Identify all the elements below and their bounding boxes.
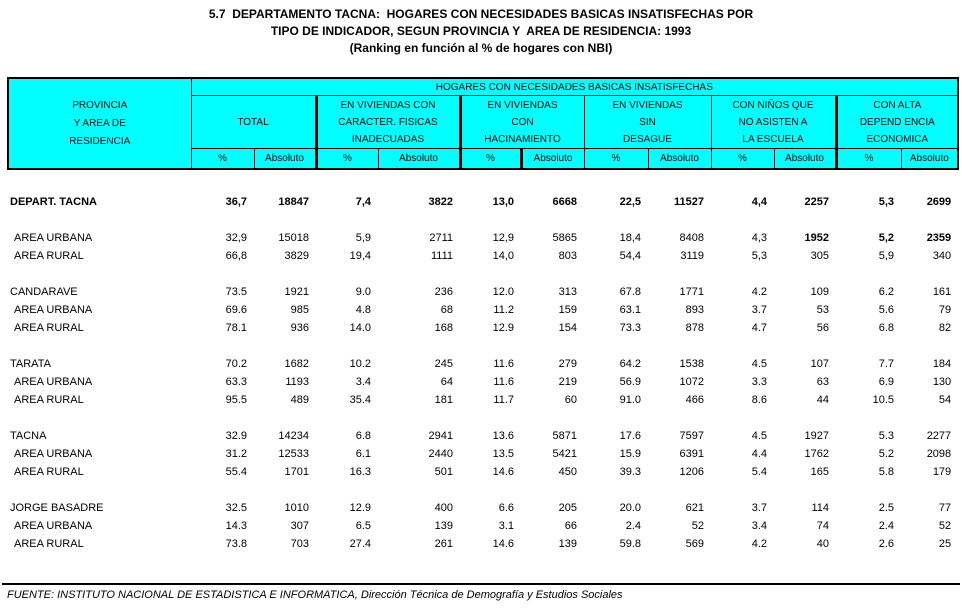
value-cell: 66,8 — [225, 250, 247, 262]
value-cell: 74 — [816, 520, 829, 532]
value-cell: 52 — [691, 520, 704, 532]
column-group-caracteristicas-fisicas — [316, 96, 460, 149]
value-cell: 501 — [434, 466, 453, 478]
table-row — [8, 517, 958, 535]
subheader-hacin-pct: % — [460, 149, 521, 170]
value-cell: 12533 — [278, 448, 309, 460]
value-cell: 261 — [434, 538, 453, 550]
value-cell: 305 — [810, 250, 829, 262]
value-cell: 6.9 — [878, 376, 894, 388]
subheader-caract-abs: Absoluto — [378, 149, 460, 170]
value-cell: 4.5 — [751, 358, 767, 370]
value-cell: 14.0 — [349, 322, 371, 334]
value-cell: 35.4 — [349, 394, 371, 406]
value-cell: 893 — [685, 304, 704, 316]
spacer-row — [8, 337, 958, 355]
table-title — [0, 6, 962, 57]
subheader-total-abs: Absoluto — [254, 149, 316, 170]
value-cell: 2.5 — [878, 502, 894, 514]
value-cell: 4.8 — [355, 304, 371, 316]
value-cell: 31.2 — [225, 448, 247, 460]
value-cell: 205 — [558, 502, 577, 514]
group-line: EN VIVIENDAS CON — [340, 99, 436, 111]
value-cell: 130 — [932, 376, 952, 388]
subheader-ninos-abs: Absoluto — [774, 149, 836, 170]
value-cell: 63.3 — [225, 376, 247, 388]
value-cell: 14234 — [278, 430, 309, 442]
value-cell: 91.0 — [619, 394, 641, 406]
value-cell: 95.5 — [225, 394, 247, 406]
value-cell: 13,0 — [492, 196, 514, 208]
spacer-cell — [8, 169, 958, 193]
span-header-nbi: HOGARES CON NECESIDADES BASICAS INSATISFECHAS — [191, 78, 958, 96]
value-cell: 154 — [558, 322, 577, 334]
stub-line-1: PROVINCIA — [72, 99, 128, 111]
spacer-row — [8, 409, 958, 427]
group-line: TOTAL — [237, 116, 269, 128]
subheader-alta-abs: Absoluto — [901, 149, 958, 170]
value-cell: 2277 — [926, 430, 952, 442]
value-cell: 12.0 — [492, 286, 514, 298]
value-cell: 39.3 — [619, 466, 641, 478]
value-cell: 2.4 — [878, 520, 894, 532]
spacer-cell — [8, 265, 958, 283]
value-cell: 27.4 — [349, 538, 371, 550]
column-group-hacinamiento — [460, 96, 584, 149]
value-cell: 245 — [434, 358, 453, 370]
value-cell: 17.6 — [619, 430, 641, 442]
value-cell: 1927 — [804, 430, 829, 442]
value-cell: 12,9 — [492, 232, 514, 244]
value-cell: 63.1 — [619, 304, 641, 316]
table-row — [8, 319, 958, 337]
value-cell: 3.3 — [751, 376, 767, 388]
value-cell: 64.2 — [619, 358, 641, 370]
row-label: AREA RURAL — [14, 466, 84, 478]
value-cell: 11.6 — [493, 358, 514, 370]
group-line: DESAGUE — [623, 133, 672, 145]
value-cell: 12.9 — [349, 502, 371, 514]
value-cell: 68 — [440, 304, 453, 316]
value-cell: 4.4 — [751, 448, 767, 460]
title-line-1: 5.7 DEPARTAMENTO TACNA: HOGARES CON NECESIDADES BASICAS INSATISFECHAS POR — [208, 7, 754, 21]
value-cell: 1952 — [804, 232, 829, 244]
title-line-3: (Ranking en función al % de hogares con NBI) — [349, 41, 613, 55]
group-line: HACINAMIENTO — [484, 133, 561, 145]
value-cell: 14.3 — [225, 520, 247, 532]
group-line: CON NIÑOS QUE — [732, 99, 814, 111]
row-label: AREA URBANA — [14, 448, 93, 460]
row-label: AREA RURAL — [14, 538, 84, 550]
value-cell: 15018 — [278, 232, 309, 244]
value-cell: 5.2 — [878, 448, 894, 460]
value-cell: 82 — [938, 322, 952, 334]
value-cell: 219 — [558, 376, 577, 388]
value-cell: 32,9 — [225, 232, 247, 244]
table-row — [8, 283, 958, 301]
column-group-ninos-escuela — [711, 96, 836, 149]
table-row — [8, 391, 958, 409]
subheader-desague-abs: Absoluto — [648, 149, 711, 170]
table-row — [8, 427, 958, 445]
group-line: EN VIVIENDAS — [487, 99, 558, 111]
value-cell: 7,4 — [355, 196, 371, 208]
nbi-table — [7, 77, 959, 553]
row-label: AREA URBANA — [14, 376, 93, 388]
value-cell: 3.4 — [355, 376, 371, 388]
value-cell: 20.0 — [619, 502, 641, 514]
spacer-row — [8, 265, 958, 283]
value-cell: 8408 — [679, 232, 704, 244]
group-line: LA ESCUELA — [742, 133, 804, 145]
value-cell: 79 — [938, 304, 952, 316]
value-cell: 1111 — [430, 250, 453, 262]
row-label: AREA URBANA — [14, 232, 93, 244]
value-cell: 4.2 — [751, 286, 767, 298]
value-cell: 109 — [810, 286, 829, 298]
value-cell: 54 — [938, 394, 952, 406]
title-line-2: TIPO DE INDICADOR, SEGUN PROVINCIA Y AREA DE RESIDENCIA: 1993 — [270, 24, 692, 38]
value-cell: 1701 — [284, 466, 309, 478]
group-line: ECONOMICA — [866, 133, 929, 145]
value-cell: 3822 — [428, 196, 453, 208]
value-cell: 7.7 — [878, 358, 894, 370]
value-cell: 5.4 — [751, 466, 767, 478]
value-cell: 73.5 — [225, 286, 247, 298]
value-cell: 5,3 — [751, 250, 767, 262]
value-cell: 5871 — [552, 430, 577, 442]
spacer-cell — [8, 481, 958, 499]
value-cell: 10.5 — [872, 394, 894, 406]
value-cell: 165 — [810, 466, 829, 478]
value-cell: 1538 — [679, 358, 704, 370]
spacer-cell — [8, 409, 958, 427]
table-row — [8, 247, 958, 265]
value-cell: 6.2 — [878, 286, 894, 298]
value-cell: 2257 — [804, 196, 829, 208]
value-cell: 6.5 — [355, 520, 371, 532]
value-cell: 36,7 — [225, 196, 247, 208]
subheader-desague-pct: % — [584, 149, 648, 170]
value-cell: 400 — [434, 502, 453, 514]
value-cell: 2699 — [926, 196, 952, 208]
spacer-row — [8, 211, 958, 229]
stub-line-3: RESIDENCIA — [69, 135, 131, 147]
subheader-hacin-abs: Absoluto — [521, 149, 584, 170]
value-cell: 6.1 — [355, 448, 371, 460]
value-cell: 66 — [564, 520, 577, 532]
value-cell: 1206 — [679, 466, 704, 478]
value-cell: 60 — [564, 394, 577, 406]
value-cell: 67.8 — [619, 286, 641, 298]
value-cell: 139 — [434, 520, 453, 532]
column-group-sin-desague — [584, 96, 711, 149]
value-cell: 53 — [816, 304, 829, 316]
value-cell: 55.4 — [225, 466, 247, 478]
group-line: CON ALTA — [873, 99, 922, 111]
value-cell: 8.6 — [751, 394, 767, 406]
group-line: EN VIVIENDAS — [612, 99, 683, 111]
value-cell: 181 — [434, 394, 453, 406]
value-cell: 1072 — [679, 376, 704, 388]
value-cell: 3119 — [680, 250, 704, 262]
value-cell: 114 — [811, 502, 829, 514]
value-cell: 73.8 — [225, 538, 247, 550]
value-cell: 5,2 — [878, 232, 894, 244]
spacer-cell — [8, 211, 958, 229]
value-cell: 279 — [558, 358, 577, 370]
row-label: TACNA — [10, 430, 47, 442]
value-cell: 13.5 — [492, 448, 514, 460]
value-cell: 1010 — [284, 502, 309, 514]
column-group-dependencia-economica — [836, 96, 958, 149]
stub-line-2: Y AREA DE — [73, 117, 126, 129]
spacer-row — [8, 481, 958, 499]
value-cell: 22,5 — [619, 196, 641, 208]
footer-divider — [2, 583, 960, 585]
value-cell: 1193 — [285, 376, 309, 388]
group-line: DEPEND ENCIA — [859, 116, 935, 128]
value-cell: 9.0 — [355, 286, 371, 298]
group-line: NO ASISTEN A — [738, 116, 808, 128]
value-cell: 59.8 — [619, 538, 641, 550]
table-header — [8, 78, 958, 169]
value-cell: 64 — [440, 376, 453, 388]
value-cell: 4.7 — [751, 322, 767, 334]
value-cell: 10.2 — [349, 358, 371, 370]
value-cell: 703 — [290, 538, 309, 550]
value-cell: 18,4 — [619, 232, 641, 244]
value-cell: 3.7 — [751, 304, 767, 316]
value-cell: 159 — [558, 304, 577, 316]
value-cell: 2359 — [926, 232, 952, 244]
value-cell: 6.8 — [878, 322, 894, 334]
value-cell: 2440 — [428, 448, 453, 460]
value-cell: 2.4 — [625, 520, 641, 532]
value-cell: 5,3 — [878, 196, 894, 208]
row-label: AREA RURAL — [14, 394, 84, 406]
value-cell: 1762 — [804, 448, 829, 460]
value-cell: 313 — [558, 286, 577, 298]
table-row — [8, 355, 958, 373]
table-row — [8, 373, 958, 391]
table-row — [8, 445, 958, 463]
table-row — [8, 535, 958, 553]
value-cell: 466 — [685, 394, 704, 406]
value-cell: 2711 — [429, 232, 453, 244]
value-cell: 11.2 — [493, 304, 514, 316]
value-cell: 489 — [290, 394, 309, 406]
group-line: INADECUADAS — [351, 133, 425, 145]
value-cell: 19,4 — [349, 250, 371, 262]
value-cell: 4,3 — [751, 232, 767, 244]
value-cell: 5,9 — [355, 232, 371, 244]
value-cell: 14.6 — [492, 466, 514, 478]
value-cell: 40 — [816, 538, 829, 550]
value-cell: 139 — [558, 538, 577, 550]
value-cell: 2.6 — [878, 538, 894, 550]
value-cell: 179 — [932, 466, 952, 478]
subheader-caract-pct: % — [316, 149, 378, 170]
value-cell: 70.2 — [225, 358, 247, 370]
value-cell: 569 — [685, 538, 704, 550]
row-label: AREA RURAL — [14, 250, 84, 262]
value-cell: 6.6 — [498, 502, 514, 514]
value-cell: 69.6 — [225, 304, 247, 316]
group-line: SIN — [639, 116, 656, 128]
value-cell: 878 — [685, 322, 704, 334]
value-cell: 77 — [938, 502, 952, 514]
value-cell: 168 — [434, 322, 453, 334]
value-cell: 5.8 — [878, 466, 894, 478]
value-cell: 3.7 — [751, 502, 767, 514]
value-cell: 78.1 — [225, 322, 247, 334]
value-cell: 5,9 — [878, 250, 894, 262]
value-cell: 6.8 — [355, 430, 371, 442]
value-cell: 18847 — [278, 196, 309, 208]
value-cell: 25 — [938, 538, 952, 550]
table-row — [8, 229, 958, 247]
value-cell: 15.9 — [619, 448, 641, 460]
value-cell: 63 — [816, 376, 829, 388]
group-line: CARACTER. FISICAS — [338, 116, 438, 128]
table-body — [8, 169, 958, 553]
value-cell: 32.9 — [225, 430, 247, 442]
value-cell: 1771 — [679, 286, 704, 298]
value-cell: 5865 — [552, 232, 577, 244]
stub-header-provincia — [8, 78, 191, 169]
value-cell: 11.6 — [493, 376, 514, 388]
value-cell: 4,4 — [751, 196, 767, 208]
value-cell: 803 — [558, 250, 577, 262]
value-cell: 54,4 — [619, 250, 641, 262]
value-cell: 11527 — [674, 196, 704, 208]
column-group-total — [191, 96, 316, 149]
value-cell: 52 — [938, 520, 952, 532]
value-cell: 56 — [816, 322, 829, 334]
row-label: CANDARAVE — [10, 286, 78, 298]
source-note: FUENTE: INSTITUTO NACIONAL DE ESTADISTICA E INFORMATICA, Dirección Técnica de Demografía y Estudios Sociales — [7, 589, 623, 601]
group-line: CON — [511, 116, 534, 128]
table-row — [8, 463, 958, 481]
value-cell: 340 — [932, 250, 952, 262]
value-cell: 4.5 — [751, 430, 767, 442]
spacer-cell — [8, 337, 958, 355]
value-cell: 184 — [932, 358, 952, 370]
row-label: TARATA — [10, 358, 51, 370]
row-label: AREA URBANA — [14, 304, 93, 316]
value-cell: 7597 — [679, 430, 704, 442]
value-cell: 4.2 — [751, 538, 767, 550]
subheader-total-pct: % — [191, 149, 254, 170]
table-row — [8, 499, 958, 517]
value-cell: 3.1 — [498, 520, 514, 532]
table-row — [8, 301, 958, 319]
row-label: DEPART. TACNA — [10, 196, 97, 208]
row-label: AREA URBANA — [14, 520, 93, 532]
header-row-span — [8, 78, 958, 96]
value-cell: 6391 — [679, 448, 704, 460]
value-cell: 14.6 — [492, 538, 514, 550]
value-cell: 161 — [932, 286, 952, 298]
value-cell: 5.3 — [878, 430, 894, 442]
value-cell: 56.9 — [619, 376, 641, 388]
value-cell: 621 — [685, 502, 704, 514]
value-cell: 2941 — [428, 430, 453, 442]
table-row — [8, 193, 958, 211]
spacer-row — [8, 169, 958, 193]
value-cell: 936 — [290, 322, 309, 334]
value-cell: 13.6 — [492, 430, 514, 442]
value-cell: 32.5 — [225, 502, 247, 514]
value-cell: 73.3 — [619, 322, 641, 334]
value-cell: 450 — [558, 466, 577, 478]
value-cell: 11.7 — [493, 394, 514, 406]
value-cell: 2098 — [926, 448, 952, 460]
value-cell: 6668 — [552, 196, 577, 208]
value-cell: 107 — [810, 358, 829, 370]
value-cell: 16.3 — [349, 466, 371, 478]
value-cell: 3829 — [284, 250, 309, 262]
value-cell: 1682 — [284, 358, 309, 370]
value-cell: 3.4 — [751, 520, 767, 532]
value-cell: 5421 — [552, 448, 577, 460]
value-cell: 1921 — [284, 286, 309, 298]
value-cell: 985 — [290, 304, 309, 316]
value-cell: 5.6 — [878, 304, 894, 316]
value-cell: 14,0 — [492, 250, 514, 262]
subheader-alta-pct: % — [836, 149, 901, 170]
subheader-ninos-pct: % — [711, 149, 774, 170]
value-cell: 307 — [290, 520, 309, 532]
value-cell: 12.9 — [492, 322, 514, 334]
row-label: JORGE BASADRE — [10, 502, 104, 514]
value-cell: 236 — [434, 286, 453, 298]
value-cell: 44 — [816, 394, 829, 406]
row-label: AREA RURAL — [14, 322, 84, 334]
